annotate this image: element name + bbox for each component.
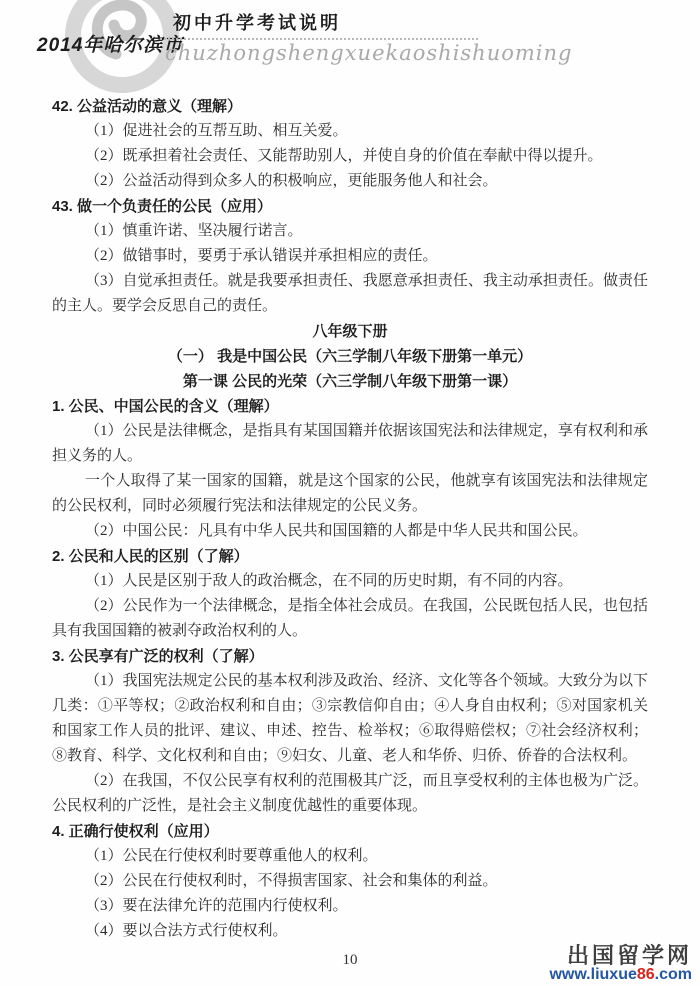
paragraph: （1）我国宪法规定公民的基本权利涉及政治、经济、文化等各个领域。大致分为以下几类：①平等权；②政治权利和自由；③宗教信仰自由；④人身自由权利；⑤对国家机关和国家工作人员的批评、建议、申述、控告、检举权；⑥取得赔偿权；⑦社会经济权利；⑧教育、科学、文化权利和自由；⑨妇女、儿童、老人和华侨、归侨、侨眷的合法权利。 [52,673,648,764]
paragraph: （2）公益活动得到众多人的积极响应，更能服务他人和社会。 [85,173,498,189]
paragraph: （3）要在法律允许的范围内行使权利。 [85,898,348,914]
document-body [0,92,700,944]
pinyin-subtitle: chuzhongshengxuekaoshishuoming [165,41,573,65]
item-heading: 2. 公民和人民的区别（了解） [52,548,249,565]
item-heading: 42. 公益活动的意义（理解） [52,98,243,115]
page-number: 10 [342,952,358,968]
paragraph: （3）自觉承担责任。就是我要承担责任、我愿意承担责任、我主动承担责任。做责任的主人。要学会反思自己的责任。 [52,273,648,314]
url-prefix: www.liuxue [549,966,637,984]
paragraph: （2）中国公民：凡具有中华人民共和国国籍的人都是中华人民共和国公民。 [85,523,588,539]
paragraph: （1）公民是法律概念，是指具有某国国籍并依据该国宪法和法律规定，享有权利和承担义务的人。 [52,423,648,464]
item-heading: 1. 公民、中国公民的含义（理解） [52,398,279,415]
item-heading: 4. 正确行使权利（应用） [52,823,219,840]
item-heading: 3. 公民享有广泛的权利（了解） [52,648,264,665]
page-title: 初中升学考试说明 [173,13,341,33]
paragraph: （2）做错事时，要勇于承认错误并承担相应的责任。 [85,248,438,264]
brand-text: 2014年哈尔滨市 [37,35,184,56]
paragraph: （2）既承担着社会责任、又能帮助别人，并使自身的价值在奉献中得以提升。 [85,148,603,164]
site-name-text: 出国留学网 [566,943,692,969]
url-number: 86 [636,966,655,984]
paragraph: （2）在我国，不仅公民享有权利的范围极其广泛，而且享受权利的主体也极为广泛。公民权利的广泛性，是社会主义制度优越性的重要体现。 [52,773,648,814]
paragraph: （2）公民作为一个法律概念，是指全体社会成员。在我国，公民既包括人民，也包括具有我国国籍的被剥夺政治权利的人。 [52,598,648,639]
paragraph: （1）慎重许诺、坚决履行诺言。 [85,223,303,239]
section-heading: 八年级下册 [312,323,388,340]
item-heading: 43. 做一个负责任的公民（应用） [52,198,273,215]
paragraph: （1）公民在行使权利时要尊重他人的权利。 [85,848,378,864]
header-divider [160,38,478,40]
watermark [549,944,692,984]
paragraph: （1）促进社会的互帮互助、相互关爱。 [85,123,348,139]
section-heading: （一） 我是中国公民（六三学制八年级下册第一单元） [167,348,533,365]
url-suffix: .com [654,966,692,984]
paragraph: （1）人民是区别于敌人的政治概念，在不同的历史时期，有不同的内容。 [85,573,573,589]
section-heading: 第一课 公民的光荣（六三学制八年级下册第一课） [182,373,518,390]
paragraph: 一个人取得了某一国家的国籍，就是这个国家的公民，他就享有该国宪法和法律规定的公民权利，同时必须履行宪法和法律规定的公民义务。 [52,473,648,514]
ribbon-ring-icon [56,81,192,98]
paragraph: （2）公民在行使权利时，不得损害国家、社会和集体的利益。 [85,873,498,889]
page-header [0,0,700,92]
site-url-link[interactable] [549,967,692,984]
paragraph: （4）要以合法方式行使权利。 [85,923,288,939]
